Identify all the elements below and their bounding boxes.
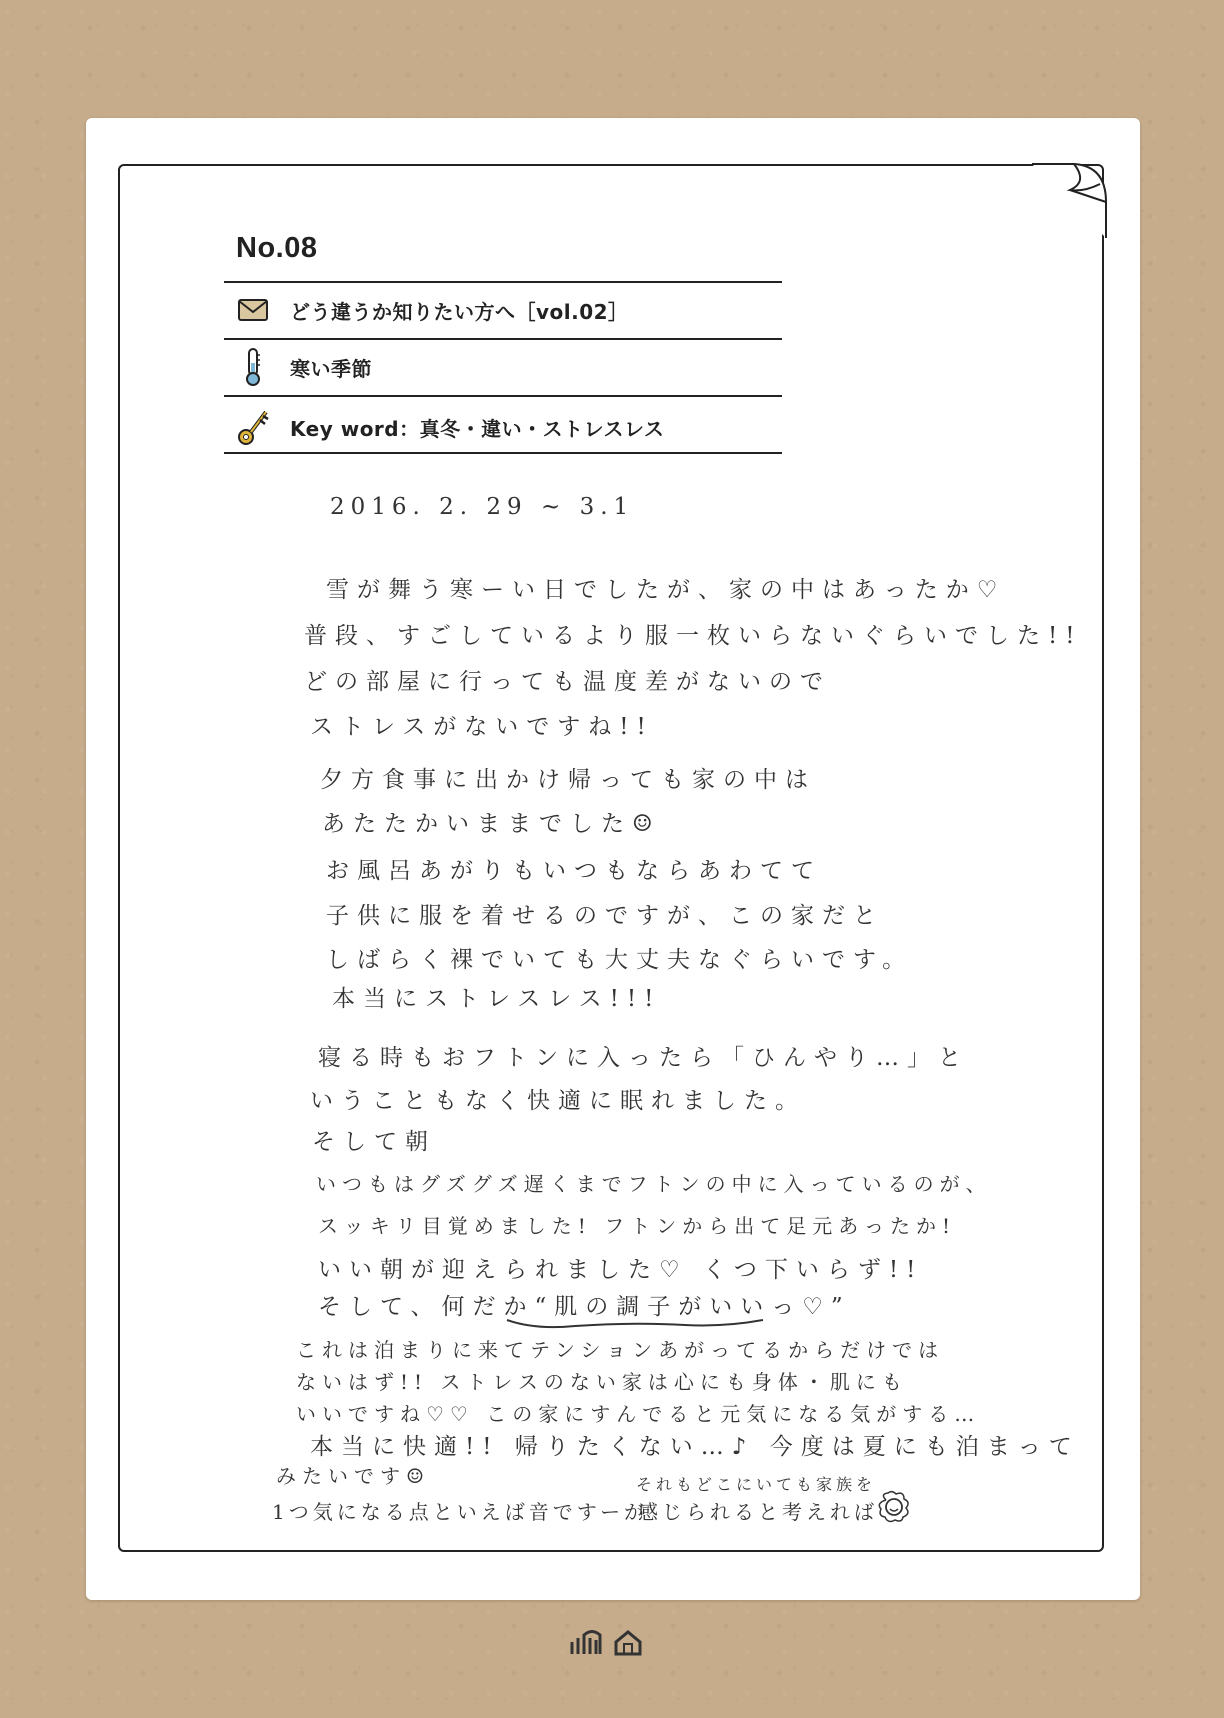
letter-line: そして朝 <box>312 1129 436 1155</box>
letter-line: これは泊まりに来てテンションあがってるからだけでは <box>296 1338 945 1362</box>
letter-line: 本当に快適!! 帰りたくない…♪ 今度は夏にも泊まって <box>310 1434 1080 1460</box>
letter-line: 普段、すごしているより服一枚いらないぐらいでした!! <box>304 623 1083 649</box>
wavy-underline <box>505 1316 765 1330</box>
letter-line: いい朝が迎えられました♡ くつ下いらず!! <box>318 1257 924 1283</box>
envelope-icon <box>228 285 278 335</box>
letter-line: しばらく裸でいても大丈夫なぐらいです。 <box>326 947 914 973</box>
letter-line: 子供に服を着せるのですが、この家だと <box>326 903 884 929</box>
key-icon <box>228 402 278 452</box>
letter-line: あたたかいままでした☺ <box>322 811 661 837</box>
letter-line: お風呂あがりもいつもならあわてて <box>326 858 822 884</box>
letter-line: スッキリ目覚めました! フトンから出て足元あったか! <box>318 1214 957 1238</box>
flower-smile-icon <box>876 1490 912 1524</box>
header-row-season <box>228 340 778 394</box>
letter-line: どの部屋に行っても温度差がないので <box>304 669 831 695</box>
letter-line: 感じられると考えれば <box>638 1500 878 1524</box>
letter-line: ないはず!! ストレスのない家は心にも身体・肌にも <box>296 1370 908 1394</box>
letter-date: 2016. 2. 29 ~ 3.1 <box>330 494 635 520</box>
letter-line: いつもはグズグズ遅くまでフトンの中に入っているのが、 <box>316 1172 992 1196</box>
header-row-keywords <box>228 400 778 454</box>
letter-number: No.08 <box>236 232 318 264</box>
topic-text: どう違うか知りたい方へ［vol.02］ <box>290 299 629 324</box>
letter-line: そして、何だか“肌の調子がいいっ♡” <box>318 1294 851 1320</box>
season-text: 寒い季節 <box>290 356 372 381</box>
letter-line: 寝る時もおフトンに入ったら「ひんやり…」と <box>318 1045 969 1071</box>
letter-line: それもどこにいても家族を <box>636 1475 877 1494</box>
letter-line: 本当にストレスレス!!! <box>332 986 662 1012</box>
letter-line: みたいです☺ <box>276 1464 430 1488</box>
letter-line: いうこともなく快適に眠れました。 <box>310 1088 806 1114</box>
divider <box>224 452 782 454</box>
letter-line: 雪が舞う寒ーい日でしたが、家の中はあったか♡ <box>326 577 1006 603</box>
letter-line: ストレスがないですね!! <box>310 714 654 740</box>
thermometer-icon <box>228 342 278 392</box>
header-row-topic <box>228 283 778 337</box>
letter-line: 夕方食事に出かけ帰っても家の中は <box>320 767 816 793</box>
keywords-text: Key word：真冬・違い・ストレスレス <box>290 416 665 441</box>
page-curl-icon <box>1030 160 1110 240</box>
brand-logo <box>566 1626 658 1660</box>
letter-line: いいですね♡♡ この家にすんでると元気になる気がする… <box>296 1402 981 1426</box>
divider <box>224 395 782 397</box>
letter-line: 1つ気になる点といえば音ですーが <box>272 1500 649 1524</box>
